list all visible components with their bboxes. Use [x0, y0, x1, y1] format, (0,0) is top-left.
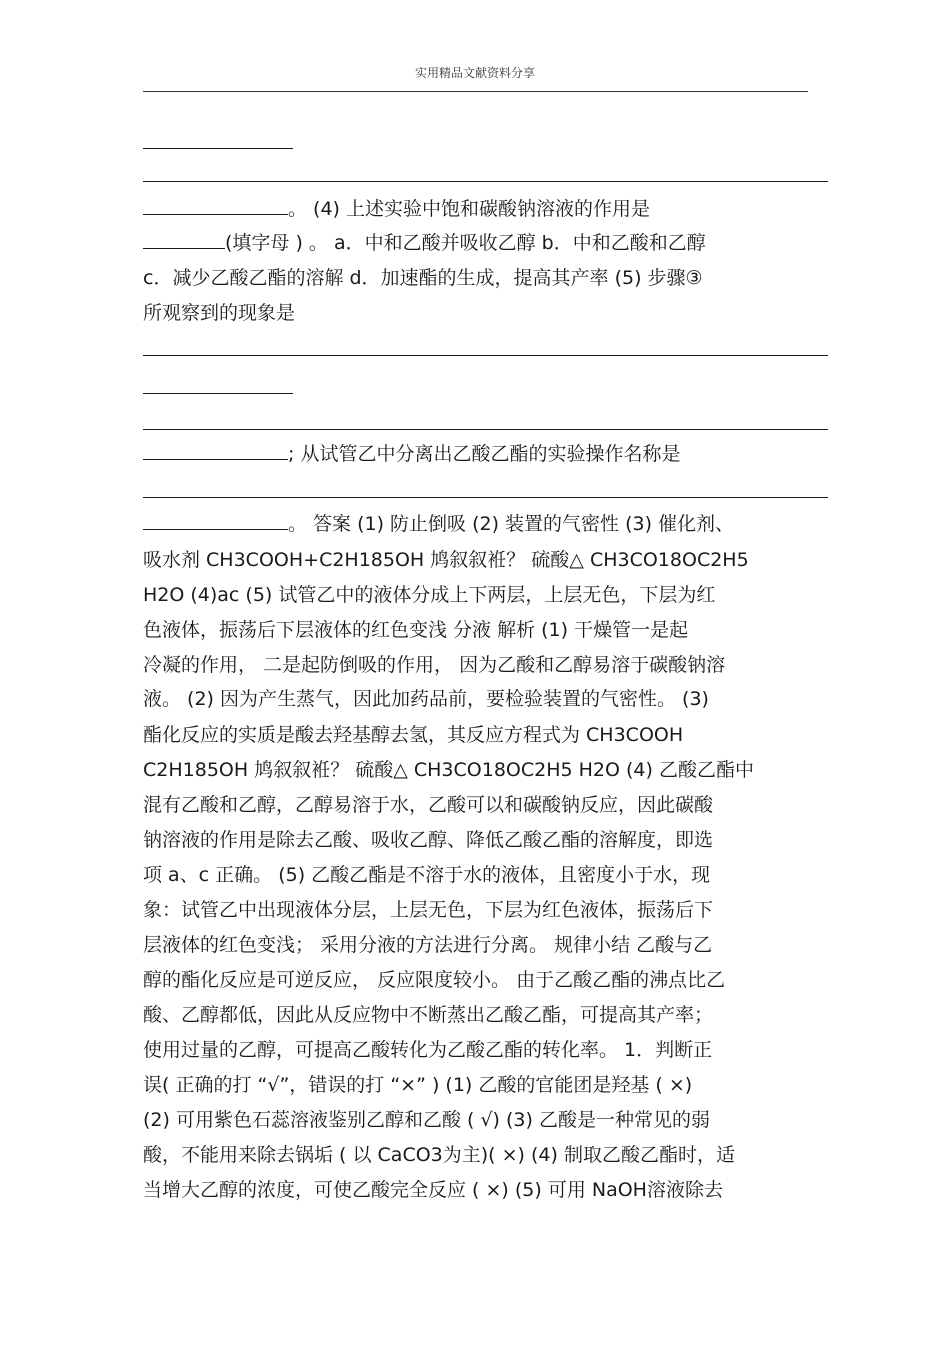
- text-line: 使用过量的乙醇，可提高乙酸转化为乙酸乙酯的转化率。 1．判断正: [143, 1039, 713, 1061]
- text-line: 当增大乙醇的浓度，可使乙酸完全反应 ( ×) (5) 可用 NaOH溶液除去: [143, 1179, 723, 1201]
- page-header: 实用精品文献资料分享: [414, 66, 535, 80]
- text-line: C2H185OH 鸠叙叙袵？ 硫酸△ CH3CO18OC2H5 H2O (4) 乙酸乙酯中: [143, 759, 754, 781]
- text-line: 色液体，振荡后下层液体的红色变浅 分液 解析 (1) 干燥管一是起: [143, 619, 689, 641]
- header-divider: [143, 91, 808, 92]
- text-line: 象：试管乙中出现液体分层，上层无色，下层为红色液体，振荡后下: [143, 899, 714, 921]
- fill-blank: [143, 439, 288, 460]
- text-line: 混有乙酸和乙醇，乙醇易溶于水，乙酸可以和碳酸钠反应，因此碳酸: [143, 794, 714, 816]
- text-line: 钠溶液的作用是除去乙酸、吸收乙醇、降低乙酸乙酯的溶解度，即选: [143, 829, 714, 851]
- text-line: (2) 可用紫色石蕊溶液鉴别乙醇和乙酸 ( √) (3) 乙酸是一种常见的弱: [143, 1109, 710, 1131]
- text-line: 液。 (2) 因为产生蒸气，因此加药品前，要检验装置的气密性。 (3): [143, 688, 709, 710]
- fill-blank-long: [143, 355, 828, 356]
- fill-blank-short: [143, 148, 293, 149]
- text-line: H2O (4)ac (5) 试管乙中的液体分成上下两层，上层无色，下层为红: [143, 584, 716, 606]
- text-line: 所观察到的现象是: [143, 302, 296, 324]
- text-line: (填字母 ) 。 a．中和乙酸并吸收乙醇 b．中和乙酸和乙醇: [143, 226, 706, 260]
- fill-blank: [143, 228, 225, 249]
- text-line: 醇的酯化反应是可逆反应， 反应限度较小。 由于乙酸乙酯的沸点比乙: [143, 969, 726, 991]
- fill-blank: [143, 194, 288, 215]
- fill-blank-long: [143, 181, 828, 182]
- text-line: 酯化反应的实质是酸去羟基醇去氢，其反应方程式为 CH3COOH: [143, 724, 684, 746]
- text-line: 冷凝的作用， 二是起防倒吸的作用， 因为乙酸和乙醇易溶于碳酸钠溶: [143, 654, 726, 676]
- text-line: 酸，不能用来除去锅垢 ( 以 CaCO3为主)( ×) (4) 制取乙酸乙酯时，适: [143, 1144, 735, 1166]
- fill-blank-long: [143, 429, 828, 430]
- fill-blank: [143, 509, 288, 530]
- text-line: 酸、乙醇都低，因此从反应物中不断蒸出乙酸乙酯，可提高其产率；: [143, 1004, 714, 1026]
- text-line: 误( 正确的打 “√”，错误的打 “×” ) (1) 乙酸的官能团是羟基 ( ×): [143, 1074, 693, 1096]
- text-line: c．减少乙酸乙酯的溶解 d．加速酯的生成，提高其产率 (5) 步骤③: [143, 267, 703, 289]
- text-line: 层液体的红色变浅； 采用分液的方法进行分离。 规律小结 乙酸与乙: [143, 934, 713, 956]
- text-line: ; 从试管乙中分离出乙酸乙酯的实验操作名称是: [143, 437, 680, 471]
- text-line: 。 答案 (1) 防止倒吸 (2) 装置的气密性 (3) 催化剂、: [143, 507, 734, 541]
- text-line: 。 (4) 上述实验中饱和碳酸钠溶液的作用是: [143, 192, 650, 226]
- text-line: 吸水剂 CH3COOH+C2H185OH 鸠叙叙袵？ 硫酸△ CH3CO18OC2H5: [143, 549, 749, 571]
- text-line: 项 a、c 正确。 (5) 乙酸乙酯是不溶于水的液体，且密度小于水，现: [143, 864, 711, 886]
- fill-blank-short: [143, 393, 293, 394]
- fill-blank-long: [143, 497, 828, 498]
